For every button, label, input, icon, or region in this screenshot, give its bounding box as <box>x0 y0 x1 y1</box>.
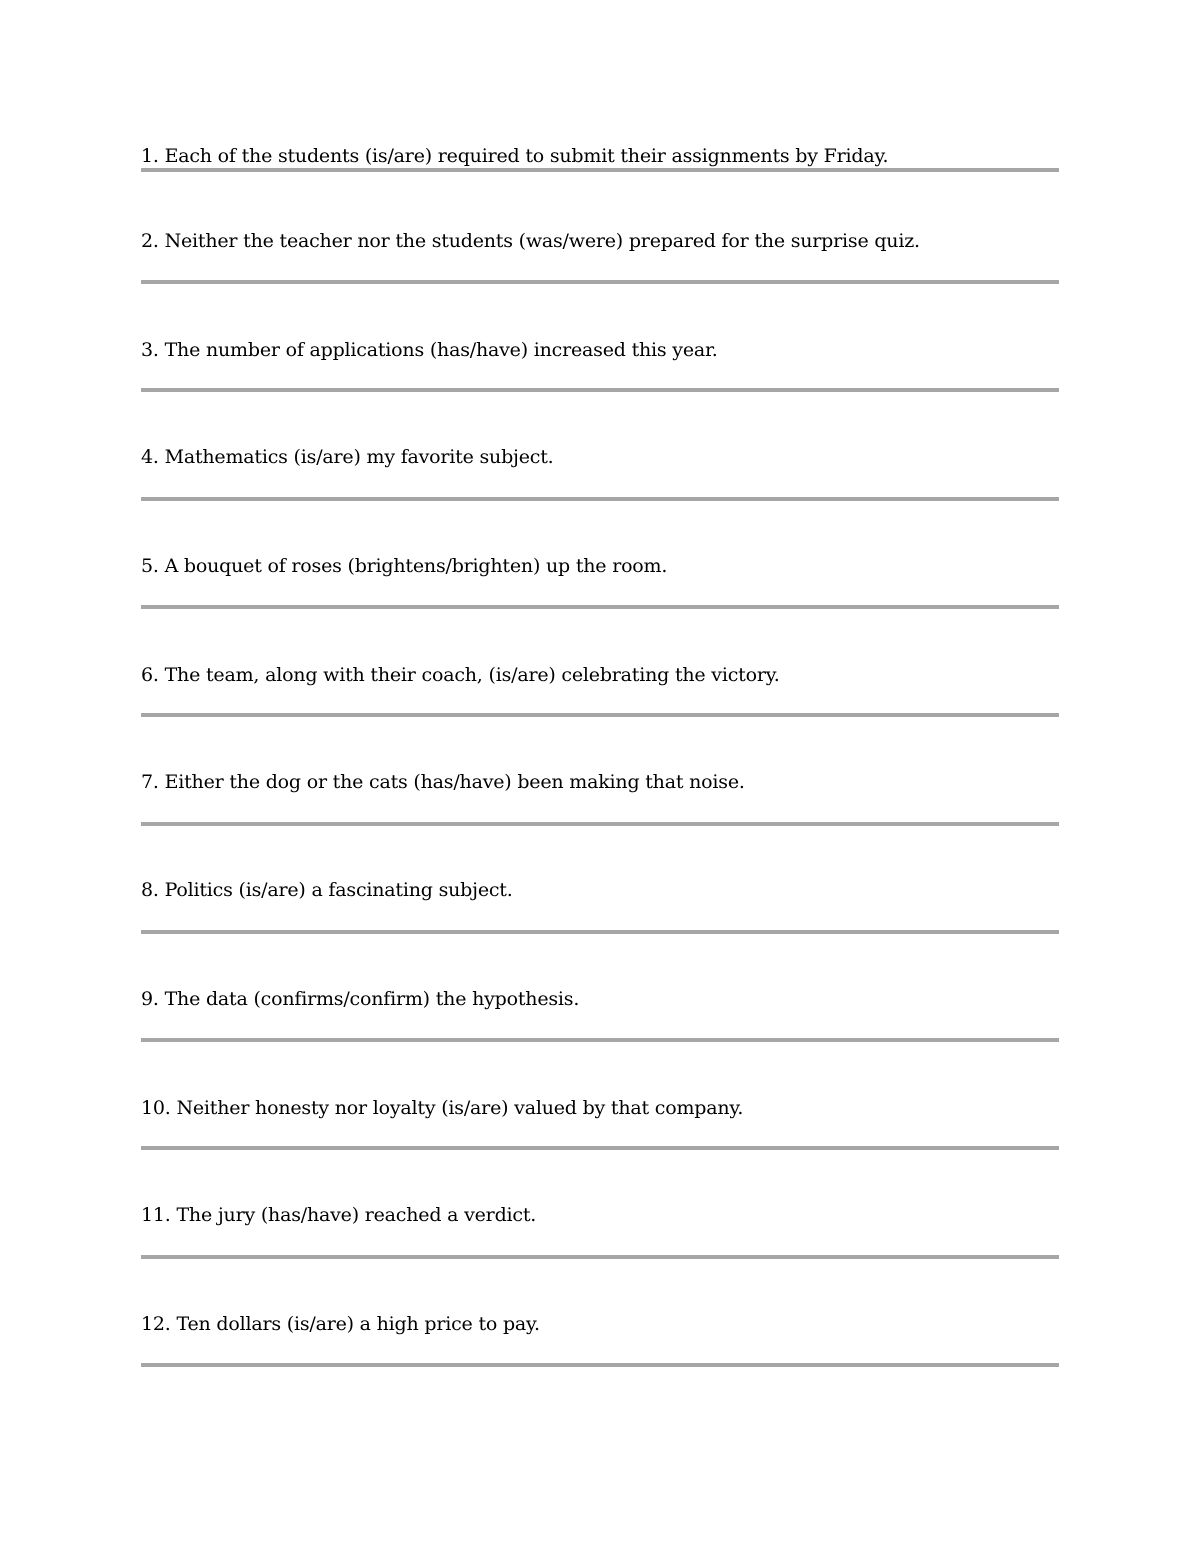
question-5-text: 5. A bouquet of roses (brightens/brighten) up the room. <box>141 555 668 577</box>
answer-line-12 <box>141 1363 1059 1367</box>
answer-line-10 <box>141 1146 1059 1150</box>
answer-line-9 <box>141 1038 1059 1042</box>
answer-line-4 <box>141 497 1059 501</box>
answer-line-6 <box>141 713 1059 717</box>
question-6-text: 6. The team, along with their coach, (is/are) celebrating the victory. <box>141 664 780 686</box>
answer-line-7 <box>141 822 1059 826</box>
question-12-text: 12. Ten dollars (is/are) a high price to pay. <box>141 1313 540 1335</box>
question-4-text: 4. Mathematics (is/are) my favorite subject. <box>141 446 554 468</box>
question-1-text: 1. Each of the students (is/are) required to submit their assignments by Friday. <box>141 145 889 167</box>
question-10-text: 10. Neither honesty nor loyalty (is/are) valued by that company. <box>141 1097 744 1119</box>
answer-line-2 <box>141 280 1059 284</box>
question-2-text: 2. Neither the teacher nor the students (was/were) prepared for the surprise quiz. <box>141 230 920 252</box>
answer-line-11 <box>141 1255 1059 1259</box>
question-3-text: 3. The number of applications (has/have) increased this year. <box>141 339 718 361</box>
answer-line-8 <box>141 930 1059 934</box>
question-7-text: 7. Either the dog or the cats (has/have) been making that noise. <box>141 771 745 793</box>
answer-line-5 <box>141 605 1059 609</box>
question-8-text: 8. Politics (is/are) a fascinating subject. <box>141 879 513 901</box>
question-11-text: 11. The jury (has/have) reached a verdict. <box>141 1204 537 1226</box>
question-9-text: 9. The data (confirms/confirm) the hypothesis. <box>141 988 580 1010</box>
answer-line-3 <box>141 388 1059 392</box>
answer-line-1 <box>141 168 1059 172</box>
